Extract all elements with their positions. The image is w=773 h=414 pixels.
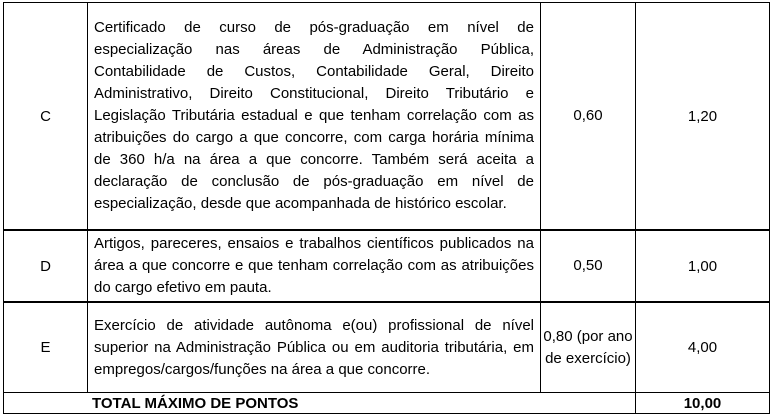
scoring-table (3, 2, 770, 414)
total-row (4, 393, 770, 414)
row-description: Certificado de curso de pós-graduação em nível de especialização nas áreas de Administração Pública, Contabilidade de Custos, Contabilidade Geral, Direito Administrativo, Direito Constitucional, Direito Tributário e Legislação Tributária estadual e que tenham correlação com as atribuições do cargo a que concorre, com carga horária mínima de 360 h/a na área a que concorre. Também será aceita a declaração de conclusão de pós-graduação em nível de especialização, desde que acompanhada de histórico escolar. (88, 3, 541, 231)
total-value: 10,00 (636, 393, 770, 414)
row-max-points: 4,00 (636, 302, 770, 393)
row-points: 0,60 (541, 3, 636, 231)
total-label: TOTAL MÁXIMO DE PONTOS (4, 393, 636, 414)
row-max-points: 1,20 (636, 3, 770, 231)
row-points: 0,50 (541, 230, 636, 302)
row-code: C (4, 3, 88, 231)
table-row (4, 302, 770, 393)
row-points: 0,80 (por ano de exercício) (541, 302, 636, 393)
table-row (4, 230, 770, 302)
row-max-points: 1,00 (636, 230, 770, 302)
row-code: D (4, 230, 88, 302)
row-code: E (4, 302, 88, 393)
row-description: Artigos, pareceres, ensaios e trabalhos científicos publicados na área a que concorre e que tenham correlação com as atribuições do cargo efetivo em pauta. (88, 230, 541, 302)
row-description: Exercício de atividade autônoma e(ou) profissional de nível superior na Administração Pública ou em auditoria tributária, em empregos/cargos/funções na área a que concorre. (88, 302, 541, 393)
table-row (4, 3, 770, 231)
